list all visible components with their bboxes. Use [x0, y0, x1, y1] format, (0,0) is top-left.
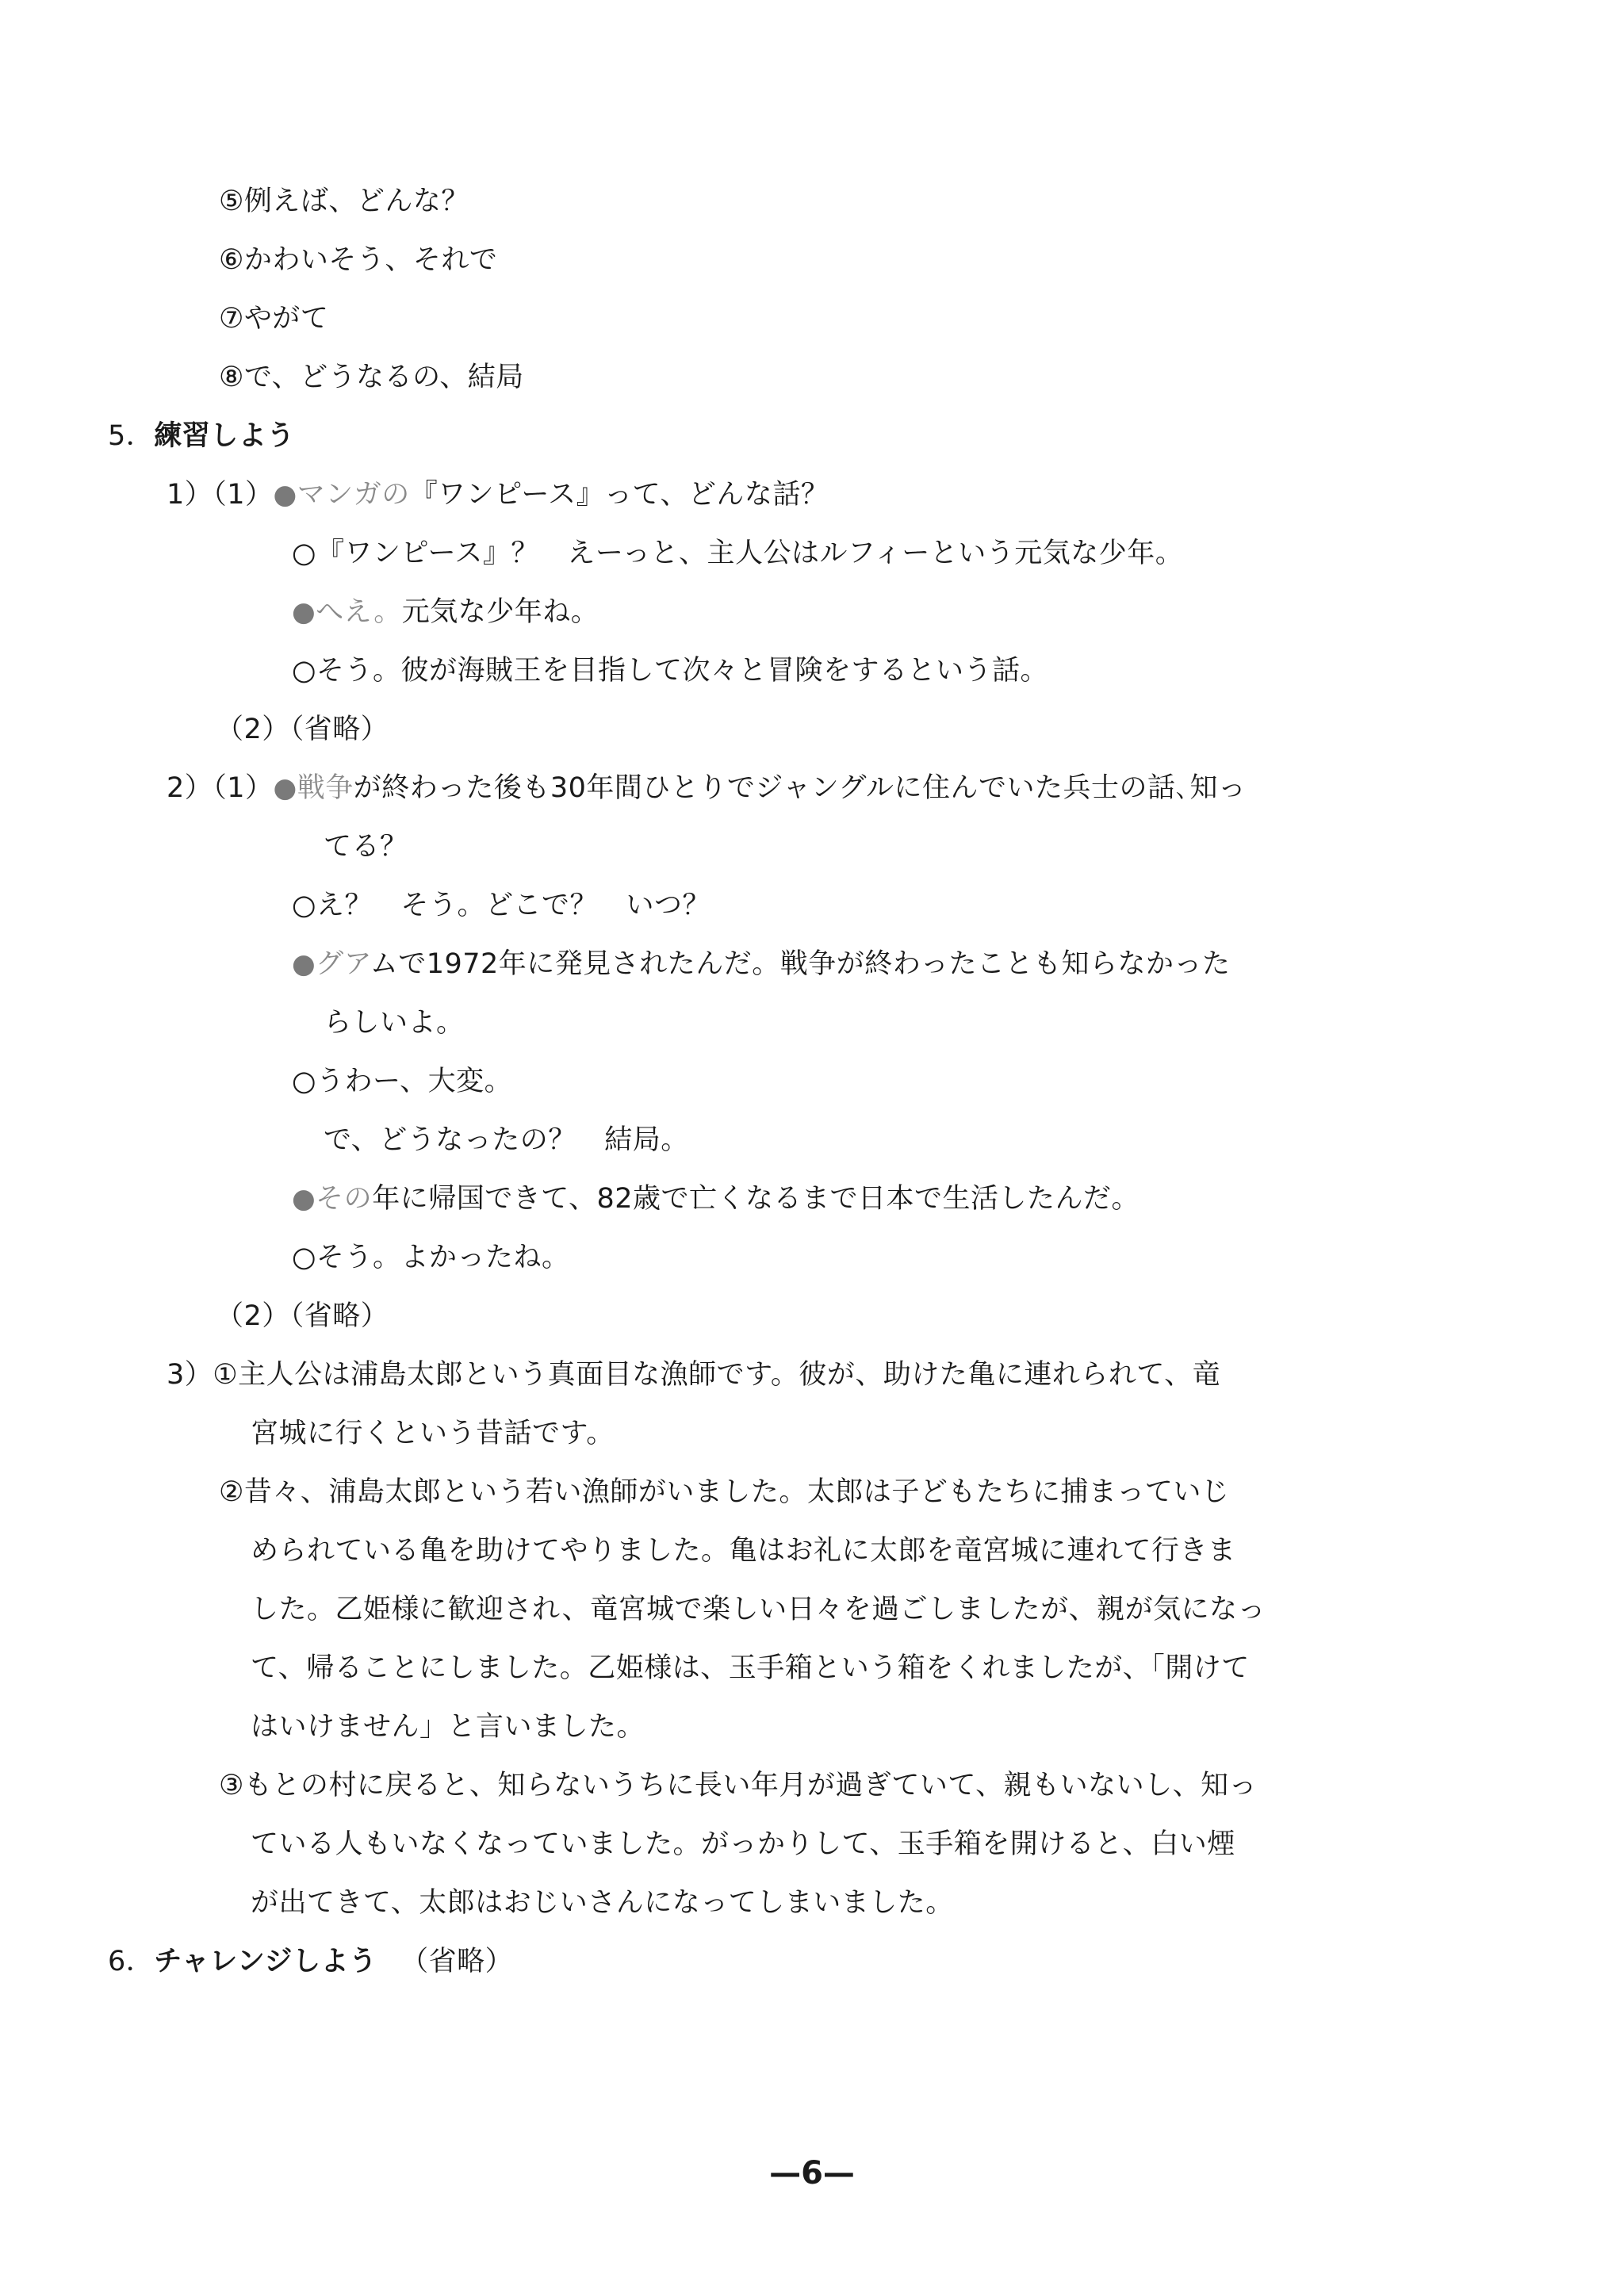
- section-number: 5．: [108, 420, 155, 452]
- dialogue-text: 年に帰国できて、82歳で亡くなるまで日本で生活したんだ。: [372, 1183, 1140, 1215]
- gray-text: グア: [316, 948, 370, 980]
- omitted-note: （省略）: [400, 1946, 514, 1977]
- dialogue-line: [167, 771, 1246, 806]
- dialogue-line: [292, 947, 1230, 982]
- speaker-a-icon: ●: [292, 948, 316, 980]
- section-title: チャレンジしよう: [154, 1946, 377, 1977]
- dialogue-text: が終わった後も30年間ひとりでジャングルに住んでいた兵士の話､知っ: [353, 772, 1247, 804]
- omitted-note: （2）（省略）: [216, 714, 389, 745]
- dialogue-line: らしいよ。: [324, 1007, 465, 1039]
- dialogue-line: [292, 1181, 1139, 1216]
- list-item: ⑧で、どうなるの、結局: [219, 362, 524, 393]
- speaker-a-icon: ●: [273, 479, 297, 511]
- speaker-a-icon: ●: [292, 596, 316, 628]
- dialogue-text: 元気な少年ね。: [401, 596, 599, 628]
- paragraph-line: ②昔々、浦島太郎という若い漁師がいました。太郎は子どもたちに捕まっていじ: [219, 1476, 1230, 1508]
- item-number: 1）（1）: [167, 479, 274, 511]
- dialogue-text: ムで1972年に発見されたんだ。戦争が終わったことも知らなかった: [370, 948, 1231, 980]
- gray-text: マンガの: [297, 479, 410, 511]
- section-number: 6．: [108, 1946, 155, 1977]
- dialogue-text: 『ワンピース』って、どんな話？: [409, 479, 829, 511]
- omitted-note: （2）（省略）: [216, 1300, 389, 1332]
- dialogue-line: ○そう。彼が海賊王を目指して次々と冒険をするという話。: [292, 655, 1049, 687]
- paragraph-line: ③もとの村に戻ると、知らないうちに長い年月が過ぎていて、親もいないし、知っ: [219, 1770, 1258, 1801]
- speaker-a-icon: ●: [273, 772, 297, 804]
- gray-text: へえ。: [316, 596, 402, 628]
- dialogue-line: ○うわー、大変。: [292, 1066, 513, 1097]
- dialogue-line: [167, 477, 829, 512]
- gray-text: その: [316, 1183, 373, 1215]
- dialogue-line: で、どうなったの？ 結局。: [324, 1124, 689, 1156]
- dialogue-line: ○『ワンピース』？ えーっと、主人公はルフィーという元気な少年。: [292, 538, 1184, 569]
- list-item: ⑦やがて: [219, 303, 329, 335]
- dialogue-line: [292, 595, 599, 630]
- dialogue-line: ○そう。よかったね。: [292, 1242, 570, 1273]
- section-title: 練習しよう: [154, 420, 295, 452]
- gray-text: 戦争: [297, 772, 354, 804]
- paragraph-line: した。乙姫様に歓迎され、竜宮城で楽しい日々を過ごしましたが、親が気になっ: [251, 1594, 1266, 1625]
- section-heading: [108, 1944, 513, 1979]
- paragraph-line: 宮城に行くという昔話です。: [251, 1418, 615, 1449]
- item-number: 2）（1）: [167, 772, 274, 804]
- dialogue-line: てる？: [324, 831, 408, 863]
- paragraph-line: 3）①主人公は浦島太郎という真面目な漁師です。彼が、助けた亀に連れられて、竜: [167, 1359, 1221, 1391]
- paragraph-line: められている亀を助けてやりました。亀はお礼に太郎を竜宮城に連れて行きま: [251, 1535, 1236, 1567]
- section-heading: [108, 419, 295, 454]
- dialogue-line: ○え？ そう。どこで？ いつ？: [292, 890, 711, 921]
- speaker-a-icon: ●: [292, 1183, 316, 1215]
- list-item: ⑤例えば、どんな？: [219, 186, 469, 217]
- paragraph-line: ている人もいなくなっていました。がっかりして、玉手箱を開けると、白い煙: [251, 1828, 1235, 1860]
- page-number: —6—: [769, 2155, 855, 2192]
- paragraph-line: が出てきて、太郎はおじいさんになってしまいました。: [251, 1887, 954, 1919]
- list-item: ⑥かわいそう、それで: [219, 244, 498, 276]
- paragraph-line: て、帰ることにしました。乙姫様は、玉手箱という箱をくれましたが、「開けて: [251, 1652, 1250, 1684]
- paragraph-line: はいけません」と言いました。: [251, 1711, 645, 1743]
